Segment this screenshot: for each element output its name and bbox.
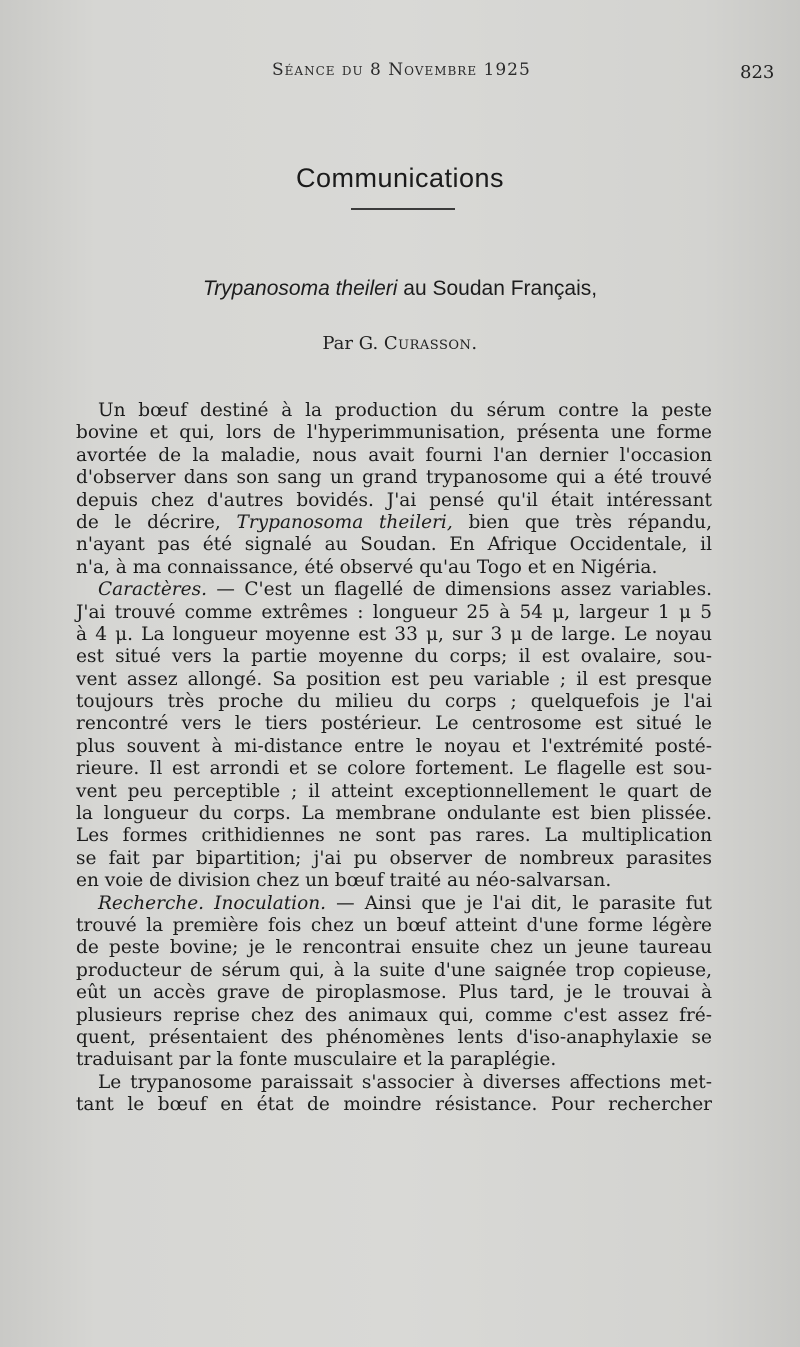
- body-line: [76, 848, 712, 870]
- body-line-text: bien que très répandu,: [452, 511, 712, 533]
- body-line-text: quent, présentaient des phénomènes lents d'iso-anaphylaxie se: [76, 1026, 712, 1048]
- body-line-text: depuis chez d'autres bovidés. J'ai pensé qu'il était intéressant: [76, 489, 712, 511]
- body-line: [76, 669, 712, 691]
- body-line-text: Les formes crithidiennes ne sont pas rares. La multiplication: [76, 825, 712, 847]
- body-line-text: Le trypanosome paraissait s'associer à diverses affections met-: [98, 1071, 712, 1093]
- body-line-text: la longueur du corps. La membrane ondulante est bien plissée.: [76, 803, 712, 825]
- article-title: [0, 277, 800, 301]
- body-line-text: d'observer dans son sang un grand trypanosome qui a été trouvé: [76, 467, 712, 489]
- author-name: Curasson.: [383, 333, 478, 354]
- body-line: [76, 1049, 712, 1071]
- article-title-species: Trypanosoma theileri: [202, 277, 398, 300]
- byline: [0, 333, 800, 354]
- body-line: [76, 825, 712, 847]
- body-line-text: trouvé la première fois chez un bœuf atteint d'une forme légère: [76, 914, 712, 936]
- body-line-italic: Caractères.: [98, 579, 207, 601]
- body-line-text: toujours très proche du milieu du corps ; quelquefois je l'ai: [76, 691, 712, 713]
- body-line: [76, 1005, 712, 1027]
- page-number: 823: [740, 62, 775, 83]
- body-line: [76, 691, 712, 713]
- body-line-text: est situé vers la partie moyenne du corps; il est ovalaire, sou-: [76, 646, 712, 668]
- body-line-text: en voie de division chez un bœuf traité au néo-salvarsan.: [76, 870, 612, 892]
- body-line-text: eût un accès grave de piroplasmose. Plus tard, je le trouvai à: [76, 982, 712, 1004]
- body-line: [76, 646, 712, 668]
- body-line: [76, 713, 712, 735]
- body-line-text: J'ai trouvé comme extrêmes : longueur 25 à 54 μ, largeur 1 μ 5: [76, 601, 712, 623]
- body-line-text: traduisant par la fonte musculaire et la paraplégie.: [76, 1049, 557, 1071]
- title-rule: [351, 208, 455, 210]
- article-body: [76, 400, 712, 1117]
- body-line-text: producteur de sérum qui, à la suite d'une saignée trop copieuse,: [76, 959, 712, 981]
- body-line-text: vent peu perceptible ; il atteint exceptionnellement le quart de: [76, 780, 712, 802]
- body-line: [76, 467, 712, 489]
- running-head: Séance du 8 Novembre 1925: [272, 60, 531, 80]
- body-line-text: de le décrire,: [76, 511, 237, 533]
- body-line: [76, 1094, 712, 1116]
- body-line-text: plus souvent à mi-distance entre le noyau et l'extrémité posté-: [76, 735, 712, 757]
- body-line-text: vent assez allongé. Sa position est peu variable ; il est presque: [76, 668, 712, 690]
- body-line-text: — Ainsi que je l'ai dit, le parasite fut: [326, 892, 712, 914]
- body-line: [76, 512, 712, 534]
- body-line: [76, 982, 712, 1004]
- body-line-text: n'a, à ma connaissance, été observé qu'au Togo et en Nigéria.: [76, 556, 658, 578]
- body-line: [76, 534, 712, 556]
- body-line: [76, 624, 712, 646]
- body-line: [76, 758, 712, 780]
- body-line-text: de peste bovine; je le rencontrai ensuite chez un jeune taureau: [76, 937, 712, 959]
- body-line-text: avortée de la maladie, nous avait fourni l'an dernier l'occasion: [76, 444, 712, 466]
- body-line: [76, 736, 712, 758]
- body-line: [76, 422, 712, 444]
- body-line: [76, 803, 712, 825]
- body-line: [76, 557, 712, 579]
- body-line: [76, 1072, 712, 1094]
- body-line-text: rencontré vers le tiers postérieur. Le centrosome est situé le: [76, 713, 712, 735]
- body-line: [76, 915, 712, 937]
- body-line: [76, 781, 712, 803]
- article-title-rest: au Soudan Français,: [397, 277, 598, 300]
- body-line-italic: Recherche. Inoculation.: [98, 892, 327, 914]
- body-line: [76, 579, 712, 601]
- body-line: [76, 1027, 712, 1049]
- body-line-text: — C'est un flagellé de dimensions assez variables.: [206, 579, 712, 601]
- body-line: [76, 960, 712, 982]
- body-line: [76, 490, 712, 512]
- body-line-text: Un bœuf destiné à la production du sérum contre la peste: [98, 400, 712, 421]
- body-line-text: bovine et qui, lors de l'hyperimmunisation, présenta une forme: [76, 422, 712, 444]
- body-line-text: rieure. Il est arrondi et se colore fortement. Le flagelle est sou-: [76, 758, 712, 780]
- section-title: Communications: [295, 163, 505, 193]
- body-line-text: n'ayant pas été signalé au Soudan. En Afrique Occidentale, il: [76, 534, 712, 556]
- body-line: [76, 870, 712, 892]
- body-line-text: se fait par bipartition; j'ai pu observer de nombreux parasites: [76, 847, 712, 869]
- body-line: [76, 602, 712, 624]
- body-line-italic: Trypanosoma theileri,: [236, 511, 453, 533]
- body-line-text: à 4 μ. La longueur moyenne est 33 μ, sur 3 μ de large. Le noyau: [76, 623, 712, 645]
- body-line: [76, 937, 712, 959]
- byline-prefix: Par G.: [322, 333, 384, 354]
- body-line-text: tant le bœuf en état de moindre résistance. Pour rechercher: [76, 1094, 712, 1116]
- body-line: [76, 400, 712, 422]
- body-line-text: plusieurs reprise chez des animaux qui, comme c'est assez fré-: [76, 1004, 712, 1026]
- body-line: [76, 445, 712, 467]
- body-line: [76, 893, 712, 915]
